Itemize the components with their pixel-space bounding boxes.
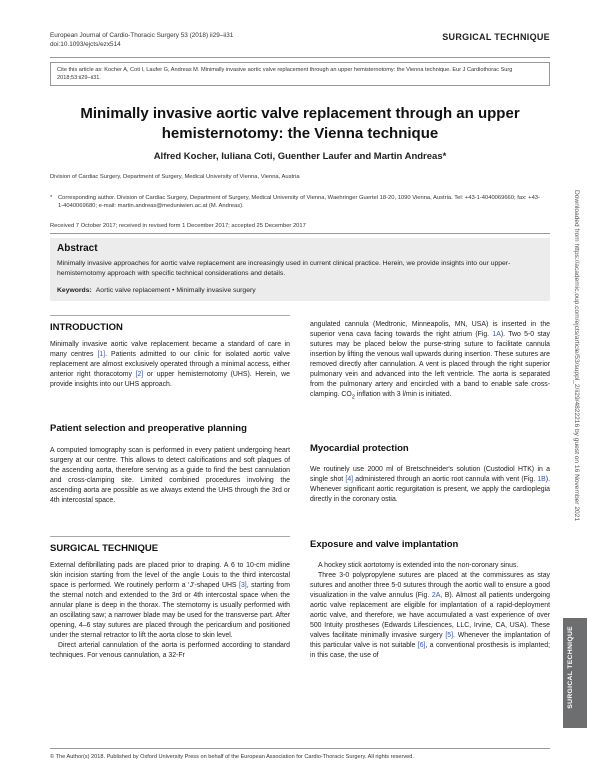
technique-rule — [50, 536, 290, 537]
ref-link[interactable]: [6] — [417, 642, 426, 649]
myocardial-protection-paragraph: We routinely use 2000 ml of Bretschneider's solution (Custodiol HTK) in a single shot [4] administered through an aortic root cannula with vent (Fig. 1B). Whenever significant aortic regurgitation is present, we apply the cardioplegia directly in the coronary ostia. — [310, 466, 550, 503]
ref-link[interactable]: [4] — [345, 476, 354, 483]
exposure-heading: Exposure and valve implantation — [310, 539, 459, 550]
affiliation: Division of Cardiac Surgery, Department of Surgery, Medical University of Vienna, Vienna, Austria — [50, 174, 300, 180]
figure-link[interactable]: 1B — [537, 476, 546, 483]
ref-link[interactable]: [3] — [239, 582, 247, 589]
surgical-technique-heading: SURGICAL TECHNIQUE — [50, 543, 159, 554]
journal-name-line: European Journal of Cardio-Thoracic Surgery 53 (2018) ii29–ii31 — [50, 32, 234, 39]
title-line-1: Minimally invasive aortic valve replacement through an upper — [80, 105, 520, 122]
figure-link[interactable]: 1A — [492, 331, 501, 338]
dates-divider — [50, 233, 550, 234]
intro-heading: INTRODUCTION — [50, 322, 123, 333]
author-list: Alfred Kocher, Iuliana Coti, Guenther Laufer and Martin Andreas* — [153, 151, 447, 162]
corresponding-marker: * — [50, 195, 53, 201]
ref-link[interactable]: [5] — [445, 632, 454, 639]
intro-rule — [50, 315, 290, 316]
footer-divider — [50, 748, 550, 749]
copyright-footer: © The Author(s) 2018. Published by Oxford University Press on behalf of the European Association for Cardio-Thoracic Surgery. All rights reserved. — [50, 754, 414, 760]
journal-citation — [50, 31, 233, 49]
download-notice: Downloaded from https://academic.oup.com/ejcts/article/53/suppl_2/ii29/4822216 by guest on 16 November 2021 — [573, 190, 580, 521]
section-side-tab-label: SURGICAL TECHNIQUE — [567, 626, 574, 709]
ref-link[interactable]: [2] — [135, 371, 144, 378]
abstract-heading: Abstract — [57, 243, 98, 254]
figure-link[interactable]: 2A — [431, 592, 441, 599]
title-line-2: hemisternotomy: the Vienna technique — [161, 125, 439, 142]
intro-paragraph: Minimally invasive aortic valve replacement became a standard of care in many centres [1]. Patients admitted to our clinic for isolated aortic valve replacement are almost exclusively operated through a minimal access, either anterior right thoracotomy [2] or upper hemisternotomy (UHS). Herein, we provide insights into our UHS approach. — [50, 341, 290, 388]
cite-box: Cite this article as: Kocher A, Coti I, Laufer G, Andreas M. Minimally invasive aortic valve replacement through an upper hemisternotomy: the Vienna technique. Eur J Cardiothorac Surg 2018;53:ii29–ii31. — [50, 62, 550, 86]
corresponding-text: Corresponding author. Division of Cardiac Surgery, Department of Surgery, Medical University of Vienna, Waehringer Guertel 18-20, 1090 Vienna, Austria. Tel: +43-1-4040069660; fax: +43-1-4040069680; e-mail: martin.andreas@meduniwien.ac.at (M. Andreas). — [58, 195, 540, 209]
ref-link[interactable]: [1] — [97, 351, 106, 358]
corresponding-author — [50, 194, 540, 210]
article-title — [50, 104, 550, 144]
keywords-list: Aortic valve replacement • Minimally invasive surgery — [95, 287, 256, 294]
section-side-tab — [563, 618, 587, 728]
exposure-paragraph: A hockey stick aortotomy is extended into the non-coronary sinus. Three 3-0 polypropylene sutures are placed at the commissures as stay sutures and another three 5-0 sutures through the aortic wall to ensure a good visualization in the valve annulus (Fig. 2A, B). Almost all patients undergoing aortic valve replacement are eligible for implantation of a rapid-deployment aortic valve, and therefore, we have accumulated a vast experience of over 500 Intuity prostheses (Edwards Lifesciences, LLC, Irvine, CA, USA). These valves facilitate minimally invasive surgery [5]. Whenever the implantation of this particular valve is not suitable [6], a conventional prosthesis is implanted; in this case, the use of — [310, 562, 551, 659]
cannulation-paragraph: angulated cannula (Medtronic, Minneapolis, MN, USA) is inserted in the superior vena cava facing towards the right atrium (Fig. 1A). Two 5-0 stay sutures may be placed below the purse-string suture to facilitate cannula insertion by lifting the venous wall upwards during insertion. These sutures are removed directly after cannulation. A vent is placed through the right superior pulmonary vein and advanced into the left ventricle. The aorta is separated from the pulmonary artery and encircled with a band to enable safe cross-clamping. $CO_2$ inflation with 3 l/min is initiated. — [310, 321, 551, 401]
keywords — [57, 287, 256, 294]
header-divider — [50, 57, 550, 58]
patient-selection-paragraph: A computed tomography scan is performed in every patient undergoing heart surgery at our centre. This allows to detect calcifications and soft plaques of the ascending aorta, therefore serving as a guide to find the best cannulation and cross-clamping site. Limited combined procedures involving the ascending aorta are possible as we always extend the UHS through the 3rd or 4th intercostal space. — [50, 447, 290, 504]
patient-selection-heading: Patient selection and preoperative planning — [50, 423, 247, 434]
myocardial-protection-heading: Myocardial protection — [310, 443, 409, 454]
abstract-text: Minimally invasive approaches for aortic valve replacement are increasingly used in current clinical practice. Herein, we provide insights into our upper-hemisternotomy approach with specific technical considerations and details. — [57, 260, 511, 277]
keywords-label: Keywords: — [57, 287, 92, 294]
section-label: SURGICAL TECHNIQUE — [442, 32, 550, 42]
received-dates: Received 7 October 2017; received in revised form 1 December 2017; accepted 25 December 2017 — [50, 223, 306, 229]
doi-line[interactable]: doi:10.1093/ejcts/ezx514 — [50, 41, 121, 48]
surgical-technique-paragraph: External defibrillating pads are placed prior to draping. A 6 to 10-cm midline skin incision starting from the level of the angle Louis to the third intercostal space is performed. We routinely perform a ‘J’-shaped UHS [3], starting from the sternal notch and extended to the 3rd or 4th intercostal space when the annular plane is deep in the thorax. The sternotomy is usually performed with an oscillating saw; a narrower blade may be used for the transverse part. After opening, 4–6 stay sutures are placed through the pericardium and positioned under the sternal retractor to lift the aorta close to skin level. Direct arterial cannulation of the aorta is performed according to standard techniques. For venous cannulation, a 32-Fr — [50, 562, 291, 659]
